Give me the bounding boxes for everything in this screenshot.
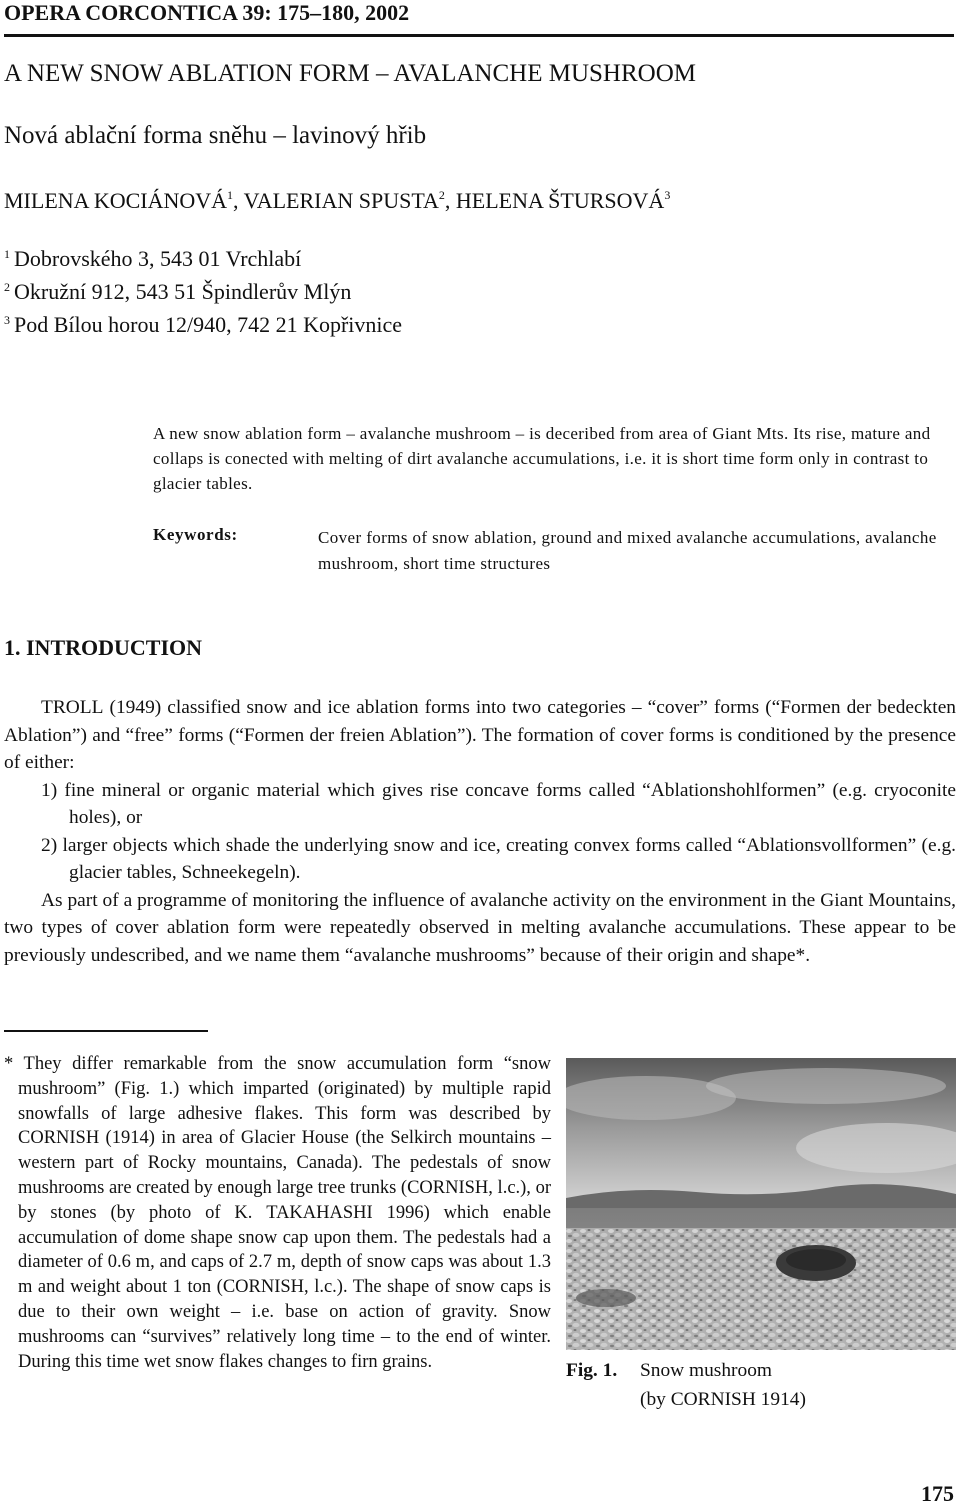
keywords-label: Keywords: (153, 525, 238, 544)
paragraph (4, 694, 956, 777)
caption-segment: 1914) (755, 1389, 806, 1410)
affiliation-number: 2 (4, 280, 10, 294)
paper-title: A NEW SNOW ABLATION FORM – AVALANCHE MUSHROOM (4, 60, 696, 87)
introduction-body (4, 694, 956, 969)
figure-photo (566, 1058, 956, 1350)
author-separator: , (444, 188, 456, 213)
page-number: 175 (921, 1481, 954, 1506)
cited-author: CORNISH (222, 1277, 305, 1298)
list-item: 1) fine mineral or organic material which gives rise concave forms called “Ablationshohlformen” (e.g. cryoconite holes), or (41, 779, 956, 828)
affiliation-number: 1 (4, 247, 10, 261)
author-affiliation-mark: 2 (438, 188, 445, 202)
author-affiliation-mark: 3 (664, 188, 671, 202)
author-list (4, 180, 670, 216)
author-name: MILENA KOCIÁNOVÁ (4, 188, 228, 213)
cited-author: TROLL (41, 697, 104, 718)
affiliation-text: Okružní 912, 543 51 Špindlerův Mlýn (14, 279, 352, 304)
affiliation-number: 3 (4, 313, 10, 327)
affiliation-text: Pod Bílou horou 12/940, 742 21 Kopřivnice (14, 312, 403, 337)
author-affiliation-mark: 1 (227, 188, 234, 202)
figure-caption: Snow mushroom (640, 1360, 772, 1381)
footnote-segment: * They differ remarkable from the snow accumulation form “snow mushroom” (Fig. 1.) which imparted (originated) by multiple rapid snowfalls of large adhesive flakes. This form was described by (4, 1054, 551, 1124)
caption-segment: (by (640, 1389, 671, 1410)
author-name: HELENA ŠTURSOVÁ (455, 188, 665, 213)
author-name: VALERIAN SPUSTA (243, 188, 439, 213)
footnote-segment: , l.c.). The shape of snow caps is due to their own weight – i.e. base on action of gravity. Snow mushrooms can “survives” relatively long time – to the end of winter. During this time wet snow flakes changes to firn grains. (18, 1277, 552, 1372)
figure-label: Fig. 1. (566, 1360, 618, 1381)
cited-author: CORNISH (670, 1389, 756, 1410)
footnote-divider (4, 1030, 208, 1032)
footnote-segment: 1996) which enable accumulation of dome shape snow cap upon them. The pedestals had a diameter of 0.6 m, and caps of 2.7 m, depth of snow caps was about 1.3 m and weight about 1 ton ( (18, 1202, 551, 1298)
list-item: 2) larger objects which shade the underlying snow and ice, creating convex forms called “Ablationsvollformen” (e.g. glacier tables, Schneekegeln). (41, 834, 956, 883)
snow-landscape-photo (566, 1058, 956, 1350)
cited-author: CORNISH (18, 1128, 100, 1149)
cited-author: CORNISH (407, 1177, 489, 1198)
footnote (4, 1052, 551, 1374)
abstract: A new snow ablation form – avalanche mushroom – is deceribed from area of Giant Mts. Its rise, mature and collaps is conected with melting of dirt avalanche accumulations, i.e. it is short time form only in contrast to glacier tables. (153, 424, 931, 493)
affiliation-text: Dobrovského 3, 543 01 Vrchlabí (14, 246, 302, 271)
affiliation (4, 273, 351, 306)
journal-header: OPERA CORCONTICA 39: 175–180, 2002 (4, 0, 954, 37)
section-heading: 1. INTRODUCTION (4, 635, 203, 660)
cited-author: TAKAHASHI (266, 1202, 373, 1223)
footnote-text (4, 1052, 551, 1374)
paragraph-text: (1949) classified snow and ice ablation forms into two categories – “cover” forms (“Formen der bedeckten Ablation”) and “free” forms (“Formen der freien Ablation”). The formation of cover forms is conditioned by the presence of either: (4, 697, 956, 773)
figure-caption-credit (640, 1386, 806, 1414)
footnote-segment: , l.c.), or by stones (by photo of K. (18, 1177, 551, 1223)
paper-subtitle: Nová ablační forma sněhu – lavinový hřib (4, 122, 427, 149)
paragraph: As part of a programme of monitoring the influence of avalanche activity on the environment in the Giant Mountains, two types of cover ablation form were repeatedly observed in melting avalanche accumulations. These appear to be previously undescribed, and we name them “avalanche mushrooms” because of their origin and shape*. (4, 889, 956, 966)
keywords-text: Cover forms of snow ablation, ground and mixed avalanche accumulations, avalanche mushroom, short time structures (318, 528, 937, 573)
footnote-segment: (1914) in area of Glacier House (the Selkirch mountains – western part of Rocky mountains, Canada). The pedestals of snow mushrooms are created by enough large tree trunks ( (18, 1128, 551, 1198)
affiliation (4, 306, 402, 339)
affiliation (4, 240, 301, 273)
author-separator: , (233, 188, 244, 213)
